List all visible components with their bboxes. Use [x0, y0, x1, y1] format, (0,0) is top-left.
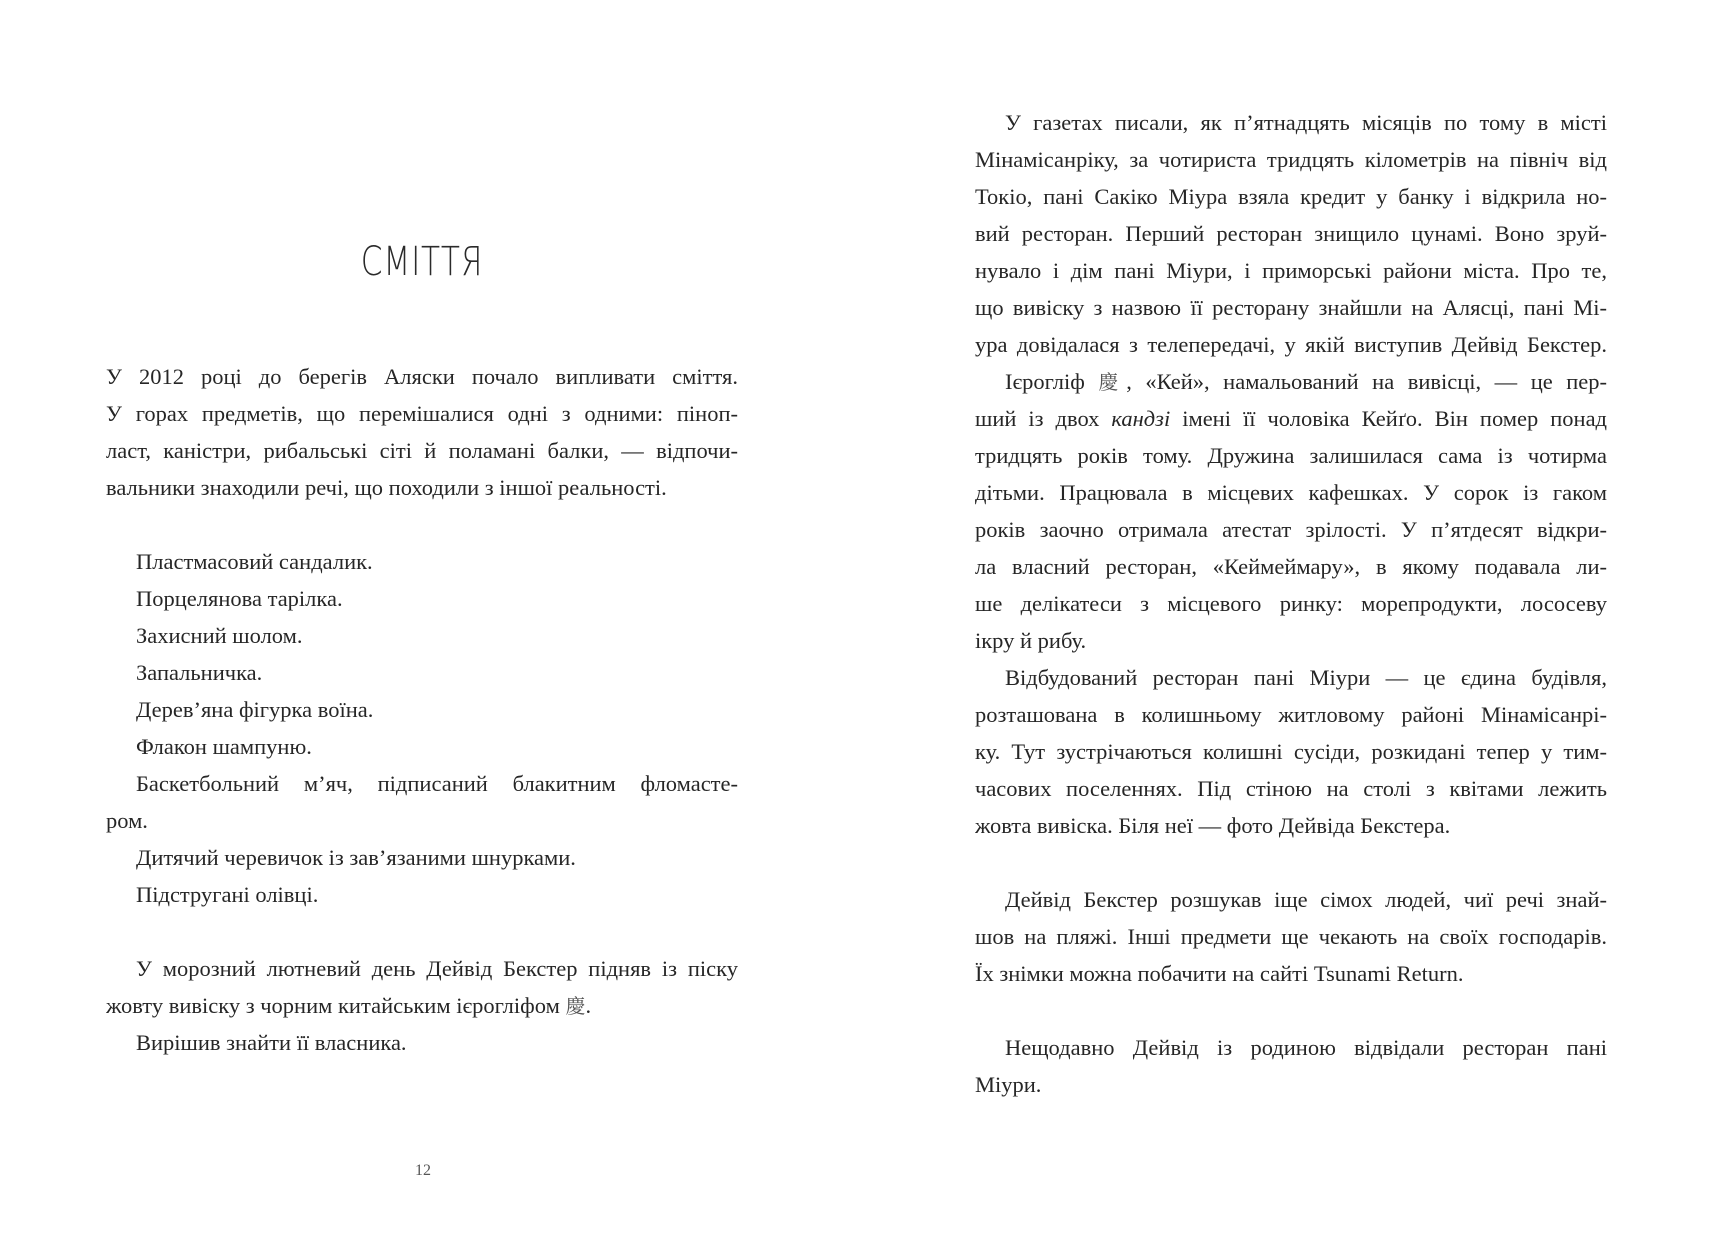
text-line [106, 987, 738, 1024]
text-line: вий ресторан. Перший ресторан знищило цунамі. Воно зруй- [975, 221, 1607, 246]
list-item: Пластмасовий сандалик. [136, 549, 373, 574]
list-item: Захисний шолом. [136, 623, 303, 648]
kanji-kei: 慶 [1098, 370, 1127, 394]
text-line: тридцять років тому. Дружина залишилася сама із чотирма [975, 443, 1607, 468]
page-number: 12 [415, 1162, 431, 1179]
text-line: Мінамісанріку, за чотириста тридцять кілометрів на північ від [975, 147, 1607, 172]
list-item: Запальничка. [136, 660, 263, 685]
left-page [0, 0, 856, 1258]
list-item: Дерев’яна фігурка воїна. [136, 697, 374, 722]
blank-line [975, 844, 1607, 881]
right-page [856, 0, 1713, 1258]
text-line: нувало і дім пані Міури, і приморські райони міста. Про те, [975, 258, 1607, 283]
list-item: Підстругані олівці. [136, 882, 319, 907]
list-item: Баскетбольний м’яч, підписаний блакитним фломасте- [136, 771, 738, 796]
text-line: дітьми. Працювала в місцевих кафешках. У сорок із гаком [975, 480, 1607, 505]
text-line [975, 363, 1607, 400]
text-line: Їх знімки можна побачити на сайті Tsunami Return. [975, 961, 1464, 986]
text-line: Відбудований ресторан пані Міури — це єдина будівля, [1005, 665, 1607, 690]
right-page-text [975, 104, 1607, 1103]
text-line: ла власний ресторан, «Кеймеймару», в якому подавала ли- [975, 554, 1607, 579]
text-line: ікру й рибу. [975, 628, 1087, 653]
text-line: Нещодавно Дейвід із родиною відвідали ресторан пані [1005, 1035, 1607, 1060]
text-segment: імені її чоловіка Кейґо. Він помер понад [1170, 406, 1607, 431]
paragraph-rebuilt-restaurant [975, 659, 1607, 844]
left-page-text [106, 358, 738, 1061]
text-line: жовта вивіска. Біля неї — фото Дейвіда Бекстера. [975, 813, 1451, 838]
text-segment: , «Кей», намальований на вивісці, — це пер- [1126, 369, 1607, 394]
blank-line [106, 913, 738, 950]
text-line: У 2012 році до берегів Аляски почало випливати сміття. [106, 364, 738, 389]
text-line: ласт, каністри, рибальські сіті й поламані балки, — відпочи- [106, 438, 738, 463]
text-segment: Ієрогліф [1005, 369, 1099, 394]
text-line: років заочно отримала атестат зрілості. У п’ятдесят відкри- [975, 517, 1607, 542]
text-line: вальники знаходили речі, що походили з іншої реальності. [106, 475, 667, 500]
blank-line [106, 506, 738, 543]
paragraph-newspapers [975, 104, 1607, 363]
chapter-title: СМІТТЯ [360, 239, 484, 285]
text-segment: ший із двох [975, 406, 1112, 431]
text-line: часових поселеннях. Під стіною на столі з квітами лежить [975, 776, 1607, 801]
list-item: Порцелянова тарілка. [136, 586, 343, 611]
paragraph-hieroglyph [975, 363, 1607, 659]
text-line: Вирішив знайти її власника. [136, 1030, 407, 1055]
italic-term: кандзі [1111, 406, 1171, 431]
kanji-kei: 慶 [565, 994, 586, 1018]
text-line: Дейвід Бекстер розшукав іще сімох людей, чиї речі знай- [1005, 887, 1607, 912]
list-item-continuation: ром. [106, 808, 148, 833]
text-line: У газетах писали, як п’ятнадцять місяців по тому в місті [1005, 110, 1607, 135]
text-line: Токіо, пані Сакіко Міура взяла кредит у банку і відкрила но- [975, 184, 1607, 209]
text-line: що вивіску з назвою її ресторану знайшли на Алясці, пані Мі- [975, 295, 1607, 320]
text-line: шов на пляжі. Інші предмети ще чекають на своїх господарів. [975, 924, 1607, 949]
list-item: Флакон шампуню. [136, 734, 312, 759]
text-line: У горах предметів, що перемішалися одні з одними: пiноп- [106, 401, 738, 426]
paragraph-visit [975, 1029, 1607, 1103]
text-line [975, 400, 1607, 437]
intro-paragraph [106, 358, 738, 506]
text-line: розташована в колишньому житловому районі Мінамісанрі- [975, 702, 1607, 727]
text-line: ура довідалася з телепередачі, у якій виступив Дейвід Бекстер. [975, 332, 1607, 357]
text-line: У морозний лютневий день Дейвід Бекстер підняв із піску [136, 956, 738, 981]
text-line: ку. Тут зустрічаються колишні сусіди, розкидані тепер у тим- [975, 739, 1607, 764]
text-line: ше делікатеси з місцевого ринку: морепродукти, лососеву [975, 591, 1607, 616]
blank-line [975, 992, 1607, 1029]
list-item: Дитячий черевичок із зав’язаними шнурками. [136, 845, 576, 870]
text-segment: жовту вивіску з чорним китайським ієрогліфом [106, 993, 566, 1018]
text-segment: . [585, 993, 592, 1018]
text-line: Міури. [975, 1072, 1042, 1097]
paragraph-seven-people [975, 881, 1607, 992]
found-items-list [106, 543, 738, 913]
closing-paragraph [106, 950, 738, 1061]
